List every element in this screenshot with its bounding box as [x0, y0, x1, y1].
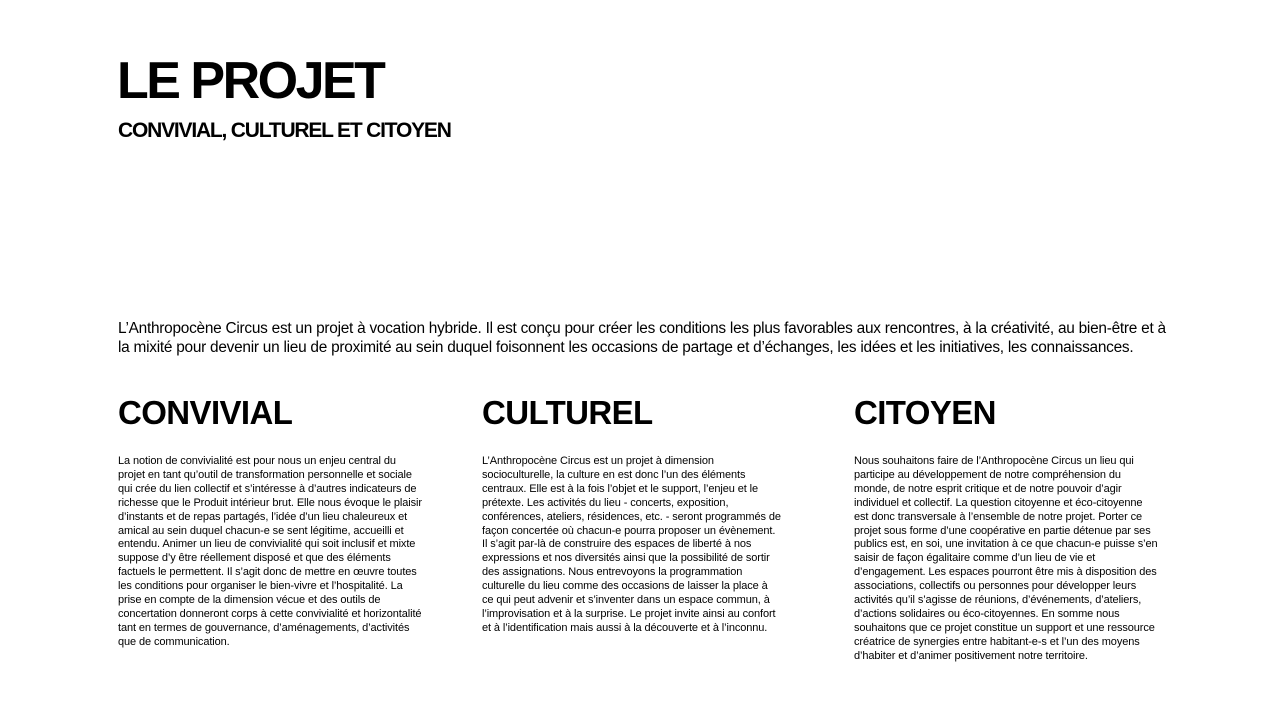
column-text-citoyen: Nous souhaitons faire de l’Anthropocène Circus un lieu qui participe au développement de notre compréhension du monde, de notre esprit critique et de notre pouvoir d’agir individuel et collectif. La question citoyenne et éco-citoyenne est donc transversale à l’ensemble de notre projet. Porter ce projet sous forme d’une coopérative en partie détenue par ses publics est, en soi, une invitation à ce que chacun-e puisse s’en saisir de façon égalitaire comme d’un lieu de vie et d’engagement. Les espaces pourront être mis à disposition des associations, collectifs ou personnes pour développer leurs activités qu’il s’agisse de réunions, d’événements, d’ateliers, d’actions solidaires ou éco-citoyennes. En somme nous souhaitons que ce projet constitue un support et une ressource créatrice de synergies entre habitant-e-s et l’un des moyens d’habiter et d’animer positivement notre territoire. — [854, 455, 1158, 662]
page-title: LE PROJET — [117, 52, 384, 110]
column-text-culturel: L’Anthropocène Circus est un projet à dimension socioculturelle, la culture en est donc l’un des éléments centraux. Elle est à la fois l’objet et le support, l’enjeu et le prétexte. Les activités du lieu - concerts, exposition, conférences, ateliers, résidences, etc. - seront programmés de façon concertée où chacun-e pourra proposer un évènement. Il s’agit par-là de construire des espaces de liberté à nos expressions et nos diversités ainsi que la possibilité de sortir des assignations. Nous entrevoyons la programmation culturelle du lieu comme des occasions de laisser la place à ce qui peut advenir et s’inventer dans un espace commun, à l’improvisation et à la surprise. Le projet invite ainsi au confort et à l’identification mais aussi à la découverte et à l’inconnu. — [482, 455, 781, 634]
column-text-convivial: La notion de convivialité est pour nous un enjeu central du projet en tant qu’outil de transformation personnelle et sociale qui crée du lien collectif et s’intéresse à d’autres indicateurs de richesse que le Produit intérieur brut. Elle nous évoque le plaisir d’instants et de repas partagés, l’idée d’un lieu chaleureux et amical au sein duquel chacun-e se sent légitime, accueilli et entendu. Animer un lieu de convivialité qui soit inclusif et mixte suppose d’y être réellement disposé et que des éléments factuels le permettent. Il s’agit donc de mettre en œuvre toutes les conditions pour organiser le bien-vivre et l’hospitalité. La prise en compte de la dimension vécue et des outils de concertation donneront corps à cette convivialité et horizontalité tant en termes de gouvernance, d’aménagements, d’activités que de communication. — [118, 455, 422, 648]
page-subtitle: CONVIVIAL, CULTUREL ET CITOYEN — [118, 119, 451, 142]
column-heading-convivial: CONVIVIAL — [118, 394, 293, 431]
intro-paragraph: L’Anthropocène Circus est un projet à vocation hybride. Il est conçu pour créer les conditions les plus favorables aux rencontres, à la créativité, au bien-être et à la mixité pour devenir un lieu de proximité au sein duquel foisonnent les occasions de partage et d’échanges, les idées et les initiatives, les connaissances. — [118, 320, 1166, 356]
column-culturel — [482, 393, 782, 636]
column-heading-citoyen: CITOYEN — [854, 394, 996, 431]
column-heading-culturel: CULTUREL — [482, 394, 653, 431]
column-convivial — [118, 393, 423, 650]
column-citoyen — [854, 393, 1159, 664]
